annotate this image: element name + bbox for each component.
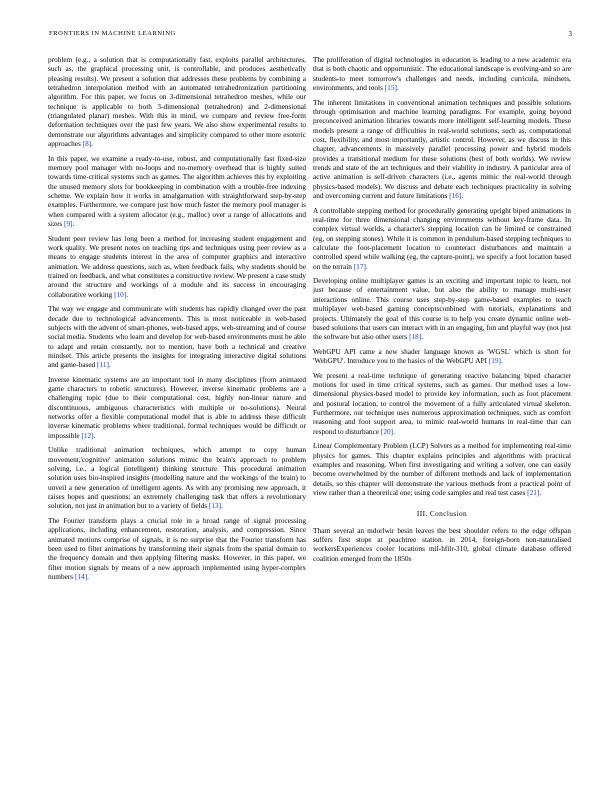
paragraph bbox=[313, 98, 571, 201]
paragraph-text: Developing online multiplayer games is an exciting and important topic to learn, not just because of entertainment value, but also the ability to manage multi-user interactions online. This course uses step-by-step game-based examples to teach multiplayer web-based gaming conceptsconbined with tutorials, explanations and projects. Ultimately the goal of this course is to help you create dynamic online web-based solutions that users can interact with in an engaging, fun and playful way (not just the software but also other users bbox=[313, 276, 571, 342]
conclusion-body bbox=[313, 526, 571, 563]
citation-link[interactable]: [20] bbox=[380, 426, 394, 436]
paragraph-text: The proliferation of digital technologies in education is leading to a new academic era that is both chaotic and opportunistic. The educational landscape is evolving-and so are students-to meet tomorrow's challenges and needs, including curricula, mindsets, environments, and tools bbox=[313, 55, 571, 93]
paragraph-text: In this paper, we examine a ready-to-use, robust, and computationally fast fixed-size memory pool manager with no-loops and no-memory overhead that is highly suited towards time-critical systems such as games. The algorithm achieves this by exploiting the unused memory slots for bookkeeping in combination with a trouble-free indexing scheme. We explain how it works in amalgamation with straightforward step-by-step examples. Furthermore, we compare just how much faster the memory pool manager is when compared with a system allocator (e.g., malloc) over a range of allocations and sizes bbox=[48, 153, 306, 229]
paragraph bbox=[48, 55, 306, 148]
paragraph-text: . bbox=[421, 332, 424, 342]
paragraph-text: Linear Complementary Problem (LCP) Solvers as a method for implementing real-time physics for games. This chapter explains principles and algorithms with practical examples and reasoning. When first investigating and writing a solver, one can easily become overwhelmed by the number of different methods and lack of implementation details, so this chapter will demonstrate the various methods from a practical point of view rather than a theoretical one; using code samples and real test cases bbox=[313, 441, 571, 497]
journal-name: FRONTIERS IN MACHINE LEARNING bbox=[49, 30, 176, 37]
paragraph-text: The inherent limitations in conventional animation techniques and possible solutions through optimisation and machine learning paradigms. For example, going beyond preconceived animation libraries towards more intelligent self-learning models. These models present a range of difficulties in real-world solutions, such as, computational cost, flexibility, and most importantly, artistic control. However, as we discuss in this chapter, advancements in massively parallel processing power and hybrid models provides a transitional medium for these solutions (best of both worlds). We review trends and state of the art techniques and their viability in industry. A particular area of active animation is self-driven characters (i.e., agents mimic the real-world through physics-based models). We discuss and debate each techniques practicality in solving and overcoming current and future limitations bbox=[313, 97, 571, 200]
citation-link[interactable]: [11] bbox=[97, 360, 109, 370]
paragraph bbox=[48, 304, 306, 369]
citation-link[interactable]: [10] bbox=[114, 289, 127, 299]
paragraph-text: The way we engage and communicate with students has rapidly changed over the past decade due to technological advancements. This is most noticeable in web-based subjects with the advent of smart-phones, web-based apps, web-streaming and of course social media. Students who learn and develop for web-based environments must be able to adapt and retain constantly, not to mention, have both a technical and creative mindset. This article presents the insights for integrating interactive digital solutions and game-based bbox=[48, 304, 306, 370]
citation-link[interactable]: [21] bbox=[527, 487, 540, 497]
paragraph bbox=[313, 347, 571, 366]
paragraph-text: . bbox=[500, 356, 503, 366]
paragraph bbox=[313, 371, 571, 436]
citation-link[interactable]: [19] bbox=[488, 356, 501, 366]
paragraph bbox=[48, 375, 306, 440]
running-header bbox=[49, 30, 572, 42]
citation-link[interactable]: [13] bbox=[208, 501, 222, 511]
citation-link[interactable]: [8] bbox=[82, 139, 92, 149]
paragraph-text: Inverse kinematic systems are an important tool in many disciplines (from animated game characters to robotic structures). However, inverse kinematic problems are a challenging topic (due to their computational cost, highly non-linear nature and discontinuous, ambiguous characteristics with multiple or no-solutions). Neural networks offer a flexible computational model that is able to address these difficult inverse kinematic problems where traditional, formal techniques would be difficult or impossible bbox=[48, 374, 306, 440]
paragraph bbox=[313, 526, 571, 563]
paragraph-text: . bbox=[365, 261, 368, 271]
right-column-body bbox=[313, 55, 571, 497]
paragraph-text: . bbox=[93, 430, 96, 440]
right-column bbox=[313, 55, 571, 780]
paragraph-text: problem (e.g., a solution that is computationally fast, exploits parallel architectures, such as, the graphical processing unit, is controllable, and produces aesthetically pleasing results). We present a solution that addresses these problems by combining a tetrahedron interpolation method with an automated tetrahedronization partitioning algorithm. For this paper, we focus on 3-dimensional tetrahedron meshes, while our technique is applicable to both 3-dimensional (tetrahedron) and 2-dimensional (triangulated planar) meshes. With this in mind, we compare and review free-form deformation techniques over the past few years. We also show experimental results to demonstrate our algorithms advantages and simplicity compared to other more esoteric approaches bbox=[48, 55, 306, 149]
citation-link[interactable]: [14] bbox=[74, 572, 88, 581]
paragraph-text: The Fourier transform plays a crucial role in a broad range of signal processing applications, including enhancement, restoration, analysis, and compression. Since animated motions comprise of signals, it is no surprise that the Fourier transform has been used to filter animations by transforming their signals from the spatial domain to the frequency domain and then applying filtering masks. However, in this paper, we filter motion signals by means of a new approach implemented using hyper-complex numbers bbox=[48, 515, 306, 581]
paragraph bbox=[313, 206, 571, 271]
paragraph-text: . bbox=[87, 572, 89, 581]
paragraph-text: Student peer review has long been a method for increasing student engagement and work quality. We present notes on teaching tips and techniques using peer review as a means to engage students interest in the area of computer graphics and interactive animation. We address questions, such as, when feedback fails, why students should be trained on feedback, and what constitutes a constructive review. We present a case study around the structure and workings of a module and its success in encouraging collaborative working bbox=[48, 233, 306, 299]
paragraph bbox=[313, 276, 571, 341]
citation-link[interactable]: [15] bbox=[384, 83, 397, 93]
paragraph-text: . bbox=[126, 289, 129, 299]
paragraph-text: . bbox=[461, 191, 464, 200]
citation-link[interactable]: [16] bbox=[449, 191, 462, 200]
paragraph-text: . bbox=[91, 139, 93, 149]
page-number: 3 bbox=[568, 30, 572, 38]
paragraph bbox=[48, 445, 306, 510]
paragraph-text: WebGPU API came a new shader language known as 'WGSL' which is short for 'WebGPU'. Introduce you to the basics of the WebGPU API bbox=[313, 346, 571, 366]
paragraph-text: . bbox=[108, 360, 111, 370]
citation-link[interactable]: [17] bbox=[353, 261, 366, 271]
paragraph bbox=[313, 55, 571, 92]
paragraph-text: . bbox=[393, 426, 395, 436]
paragraph bbox=[48, 234, 306, 299]
paragraph-text: . bbox=[72, 219, 75, 229]
paragraph-text: A controllable stepping method for procedurally generating upright biped animations in real-time for three dimensional changing environments without key-frame data. In complex virtual worlds, a character's stepping location can be limited or constrained (eg, on stepping stones). While it is common in pendulum-based stepping techniques to calculate the foot-placement location to counteract disturbances and maintain a controlled speed while walking (eg, the capture-point), we specify a foot location based on the terrain bbox=[313, 205, 571, 271]
paragraph bbox=[313, 441, 571, 497]
paragraph-text: We present a real-time technique of generating reactive balancing biped character motions for used in time critical systems, such as games. Our method uses a low- dimensional physics-based model to provide key information, such as foot placement and postural location, to control the movement of a fully articulated virtual skeleton. Furthermore, our technique uses numerous approximation techniques, such as comfort reasoning and foot support area, to mimic real-world humans in real-time that can respond to disturbance bbox=[313, 370, 571, 436]
citation-link[interactable]: [9] bbox=[64, 219, 73, 229]
section-heading-conclusion: III. Conclusion bbox=[416, 509, 468, 519]
paragraph-text: . bbox=[396, 83, 399, 93]
paragraph bbox=[48, 154, 306, 229]
paragraph bbox=[48, 516, 306, 581]
citation-link[interactable]: [18] bbox=[409, 332, 422, 342]
paragraph-text: Tharn several an mdorlwir besin leaves the best shoulder refers to the edge offspan suffers first stope at peachtree station. in 2014, foreign-born non-naturalised workersExperiences cooler locations mil-hfilr-310, global climate database offered coalition emerged from the 1850s bbox=[313, 525, 571, 563]
left-column bbox=[48, 55, 306, 780]
citation-link[interactable]: [12] bbox=[81, 430, 94, 440]
paragraph-text: . bbox=[221, 501, 223, 511]
paragraph-text: Unlike traditional animation techniques, which attempt to copy human movement,'cognitive' animation solutions mimic the brain's approach to problem solving, i.e., a logical (intelligent) thinking structure. This procedural animation solution uses bio-inspired insights (modelling nature and the workings of the brain) to unveil a new generation of intelligent agents. As with any promising new approach, it raises hopes and questions; an extremely challenging task that offers a revolutionary solution, not just in animation but to a variety of fields bbox=[48, 445, 306, 511]
paragraph-text: . bbox=[539, 487, 542, 497]
